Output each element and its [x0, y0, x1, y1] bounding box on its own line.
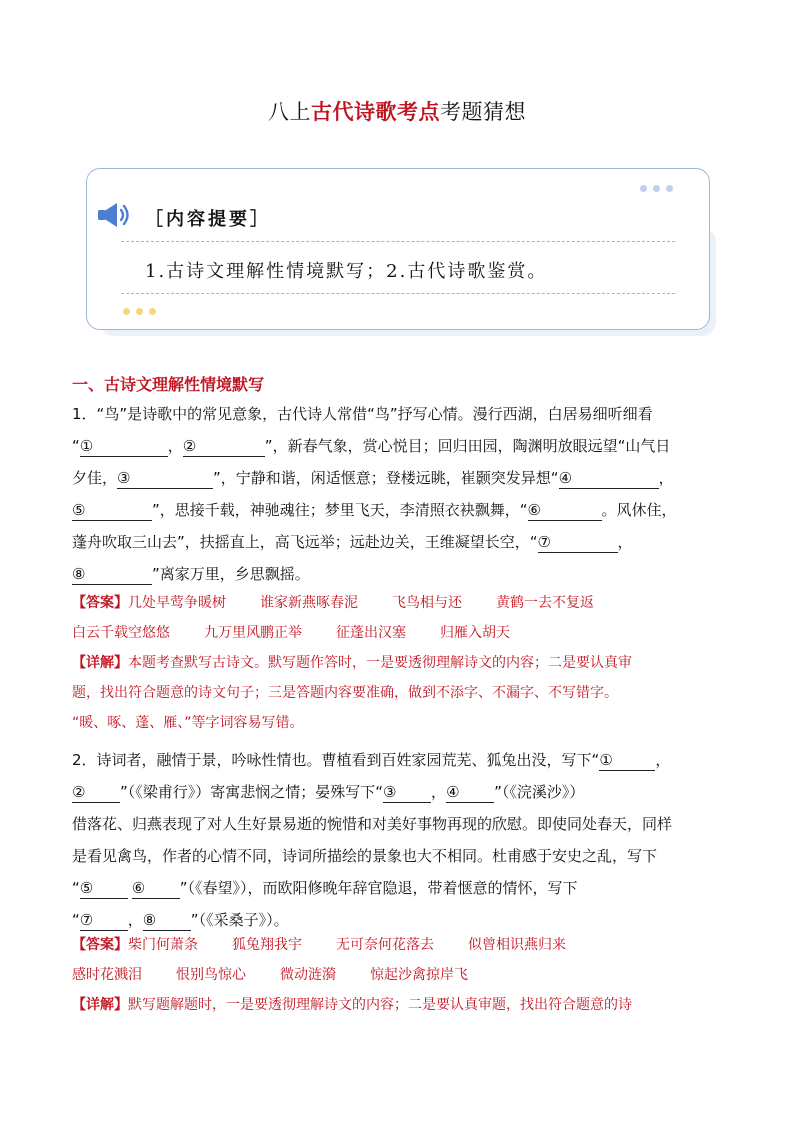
blank-7[interactable]: ⑦ [538, 532, 618, 553]
blank-8[interactable]: ⑧ [72, 564, 152, 585]
blank-4[interactable]: ④ [559, 468, 659, 489]
question-2: 2．诗词者，融情于景，吟咏性情也。曹植看到百姓家园荒芜、狐兔出没，写下“① ， ② ”（《梁甫行》）寄寓悲悯之情；晏殊写下“③ ，④ ”（《浣溪沙》） 借落花、归燕表现了对人生好景易逝的惋惜和对美好事物再现的欣慰。即使同处春天，同样 是看见禽鸟，作者的心情不同，诗词所描绘的景象也大不相同。杜甫感于安史之乱，写下 “⑤ ⑥ ”（《春望》），而欧阳修晚年辞官隐退，带着惬意的情怀，写下 “⑦ ，⑧ ”（《采桑子》）。 [72, 751, 673, 929]
blank-5[interactable]: ⑤ [72, 500, 152, 521]
blank-8[interactable]: ⑧ [143, 910, 191, 931]
page-title: 八上古代诗歌考点考题猜想 [268, 100, 526, 124]
summary-box [86, 168, 710, 330]
summary-heading: ［内容提要］ [145, 209, 271, 230]
blank-3[interactable]: ③ [117, 468, 213, 489]
decor-dots-blue [640, 185, 673, 192]
decor-dots-yellow [123, 308, 156, 315]
summary-panel [86, 168, 710, 330]
blank-1[interactable]: ① [80, 436, 168, 457]
blank-4[interactable]: ④ [446, 782, 494, 803]
summary-body: 1.古诗文理解性情境默写；2.古代诗歌鉴赏。 [145, 261, 548, 282]
blank-6[interactable]: ⑥ [132, 878, 180, 899]
speaker-icon [95, 199, 133, 231]
explain-label: 【详解】 [72, 655, 128, 671]
divider [121, 241, 675, 242]
section-title: 一、古诗文理解性情境默写 [72, 375, 265, 394]
answer-label: 【答案】 [72, 595, 128, 611]
blank-5[interactable]: ⑤ [80, 878, 128, 899]
title-highlight: 古代诗歌考点 [311, 100, 440, 124]
question-1: 1．“鸟”是诗歌中的常见意象，古代诗人常借“鸟”抒写心情。漫行西湖，白居易细听细看 “① ，② ”，新春气象，赏心悦目；回归田园，陶渊明放眼远望“山气日 夕佳，③ ”，宁静和谐，闲适惬意；登楼远眺，崔颢突发异想“④ ， ⑤ ”，思接千载，神驰魂往；梦里飞天，李清照衣袂飘舞，“⑥ 。风休住， 蓬舟吹取三山去”，扶摇直上，高飞远举；远赴边关，王维凝望长空，“⑦ ， ⑧ ”离家万里，乡思飘摇。 [72, 405, 677, 583]
blank-3[interactable]: ③ [383, 782, 431, 803]
blank-1[interactable]: ① [599, 750, 655, 771]
blank-6[interactable]: ⑥ [528, 500, 602, 521]
blank-2[interactable]: ② [183, 436, 265, 457]
blank-7[interactable]: ⑦ [80, 910, 128, 931]
blank-2[interactable]: ② [72, 782, 120, 803]
answer-1: 【答案】几处早莺争暖树 谁家新燕啄春泥 飞鸟相与还 黄鹤一去不复返 白云千载空悠悠 九万里风鹏正举 征蓬出汉塞 归雁入胡天 【详解】本题考查默写古诗文。默写题作答时，一是要透彻理解诗文的内容；二是要认真审 题，找出符合题意的诗文句子；三是答题内容要准确，做到不添字、不漏字、不写错字。 “暖、啄、蓬、雁、”等字词容易写错。 [72, 595, 632, 731]
answer-label: 【答案】 [72, 937, 128, 953]
answer-2: 【答案】柴门何萧条 狐兔翔我宇 无可奈何花落去 似曾相识燕归来 感时花溅泪 恨别鸟惊心 微动涟漪 惊起沙禽掠岸飞 【详解】默写题解题时，一是要透彻理解诗文的内容；二是要认真审题，找出符合题意的诗 [72, 937, 632, 1013]
divider [121, 293, 675, 294]
explain-label: 【详解】 [72, 997, 128, 1013]
